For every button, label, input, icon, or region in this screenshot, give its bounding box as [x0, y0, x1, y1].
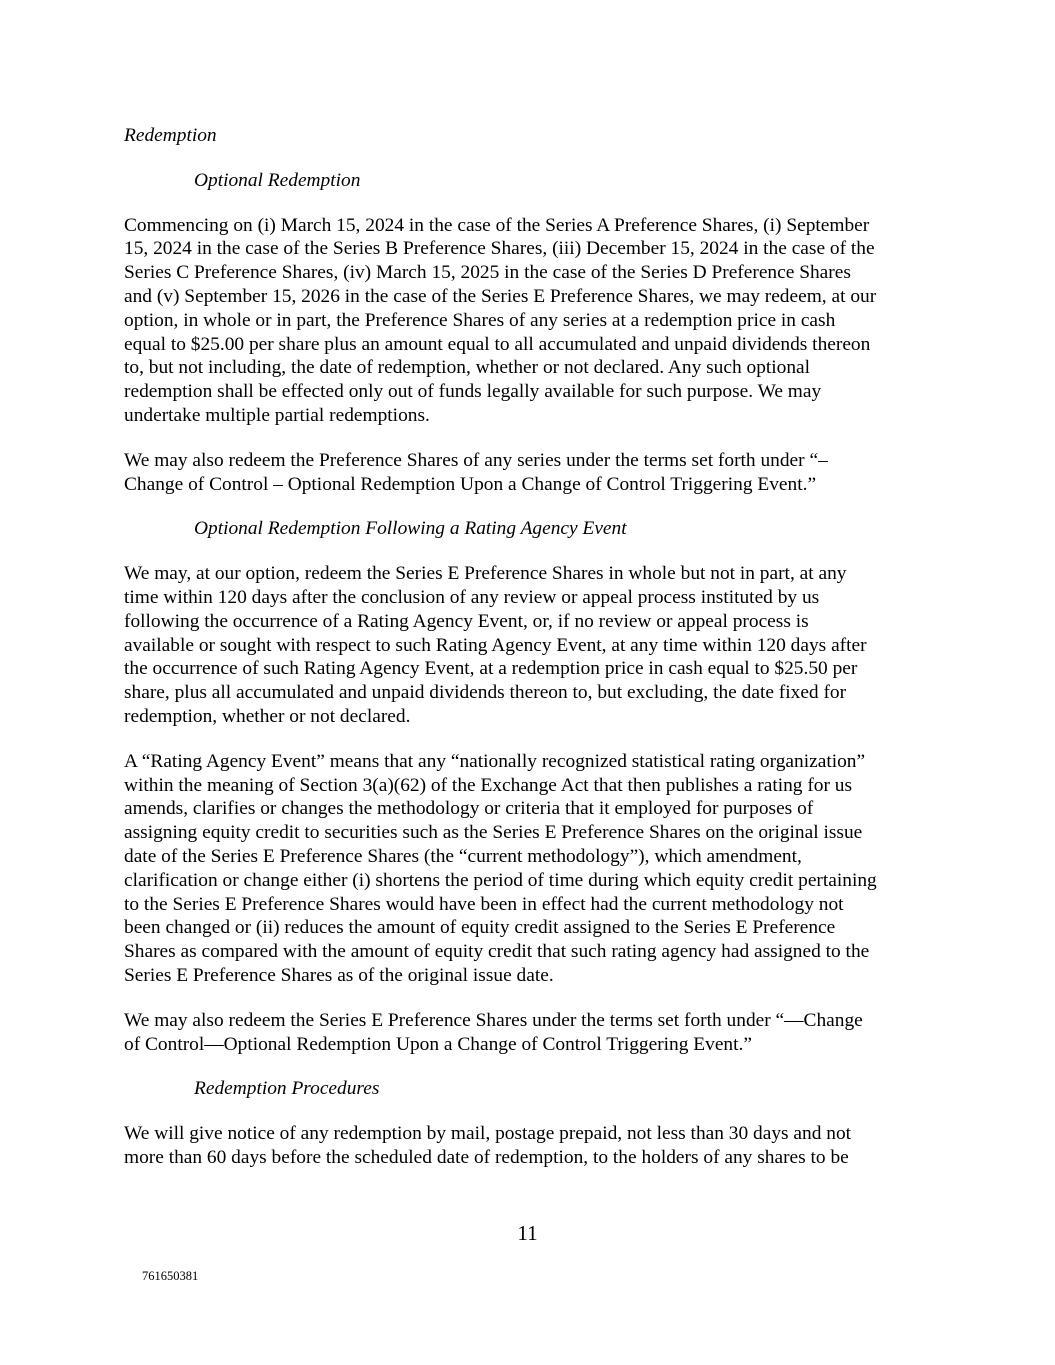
text-line: redemption, whether or not declared. — [124, 705, 411, 727]
text-line: available or sought with respect to such Rating Agency Event, at any time within 120 days after — [124, 634, 867, 656]
paragraph-notice-of-redemption — [124, 1122, 934, 1170]
text-line: been changed or (ii) reduces the amount of equity credit assigned to the Series E Preference — [124, 917, 836, 939]
text-line: We may also redeem the Series E Preference Shares under the terms set forth under “—Change — [124, 1009, 863, 1031]
text-line: equal to $25.00 per share plus an amount equal to all accumulated and unpaid dividends thereon — [124, 333, 871, 355]
document-id: 761650381 — [142, 1269, 199, 1283]
text-line: share, plus all accumulated and unpaid dividends thereon to, but excluding, the date fixed for — [124, 682, 847, 704]
subheading-rating-agency-event: Optional Redemption Following a Rating Agency Event — [194, 518, 627, 540]
text-line: We will give notice of any redemption by mail, postage prepaid, not less than 30 days and not — [124, 1123, 852, 1145]
text-line: more than 60 days before the scheduled date of redemption, to the holders of any shares to be — [124, 1146, 849, 1168]
paragraph-rating-agency-redemption — [124, 562, 934, 729]
text-line: of Control—Optional Redemption Upon a Change of Control Triggering Event.” — [124, 1033, 752, 1055]
text-line: within the meaning of Section 3(a)(62) of the Exchange Act that then publishes a rating for us — [124, 774, 853, 796]
text-line: Series C Preference Shares, (iv) March 15, 2025 in the case of the Series D Preference Shares — [124, 262, 851, 284]
text-line: to, but not including, the date of redemption, whether or not declared. Any such optional — [124, 357, 811, 379]
text-line: and (v) September 15, 2026 in the case of the Series E Preference Shares, we may redeem, at our — [124, 285, 877, 307]
text-line: 15, 2024 in the case of the Series B Preference Shares, (iii) December 15, 2024 in the case of the — [124, 238, 875, 260]
text-line: Change of Control – Optional Redemption Upon a Change of Control Triggering Event.” — [124, 473, 817, 495]
paragraph-rating-agency-definition — [124, 750, 934, 988]
text-line: option, in whole or in part, the Preference Shares of any series at a redemption price in cash — [124, 309, 836, 331]
text-line: undertake multiple partial redemptions. — [124, 404, 430, 426]
document-page — [124, 124, 934, 1191]
text-line: clarification or change either (i) shortens the period of time during which equity credit pertaining — [124, 869, 877, 891]
text-line: We may, at our option, redeem the Series E Preference Shares in whole but not in part, at any — [124, 563, 847, 585]
paragraph-commencing-redemption — [124, 214, 934, 428]
paragraph-series-e-change-of-control — [124, 1009, 934, 1057]
text-line: following the occurrence of a Rating Agency Event, or, if no review or appeal process is — [124, 610, 809, 632]
paragraph-change-of-control-reference — [124, 449, 934, 497]
text-line: the occurrence of such Rating Agency Event, at a redemption price in cash equal to $25.50 per — [124, 658, 858, 680]
text-line: Series E Preference Shares as of the original issue date. — [124, 964, 554, 986]
text-line: Shares as compared with the amount of equity credit that such rating agency had assigned to the — [124, 941, 870, 963]
text-line: redemption shall be effected only out of funds legally available for such purpose. We may — [124, 381, 822, 403]
page-number: 11 — [517, 1221, 538, 1245]
subheading-redemption-procedures: Redemption Procedures — [194, 1078, 380, 1100]
text-line: Commencing on (i) March 15, 2024 in the case of the Series A Preference Shares, (i) September — [124, 214, 870, 236]
subheading-optional-redemption: Optional Redemption — [194, 169, 361, 191]
text-line: to the Series E Preference Shares would have been in effect had the current methodology not — [124, 893, 844, 915]
text-line: amends, clarifies or changes the methodology or criteria that it employed for purposes of — [124, 798, 814, 820]
text-line: date of the Series E Preference Shares (the “current methodology”), which amendment, — [124, 845, 802, 867]
text-line: We may also redeem the Preference Shares of any series under the terms set forth under “– — [124, 449, 828, 471]
text-line: assigning equity credit to securities such as the Series E Preference Shares on the original issue — [124, 822, 863, 844]
text-line: A “Rating Agency Event” means that any “nationally recognized statistical rating organization” — [124, 750, 866, 772]
section-heading-redemption: Redemption — [124, 125, 217, 146]
text-line: time within 120 days after the conclusion of any review or appeal process instituted by us — [124, 586, 820, 608]
